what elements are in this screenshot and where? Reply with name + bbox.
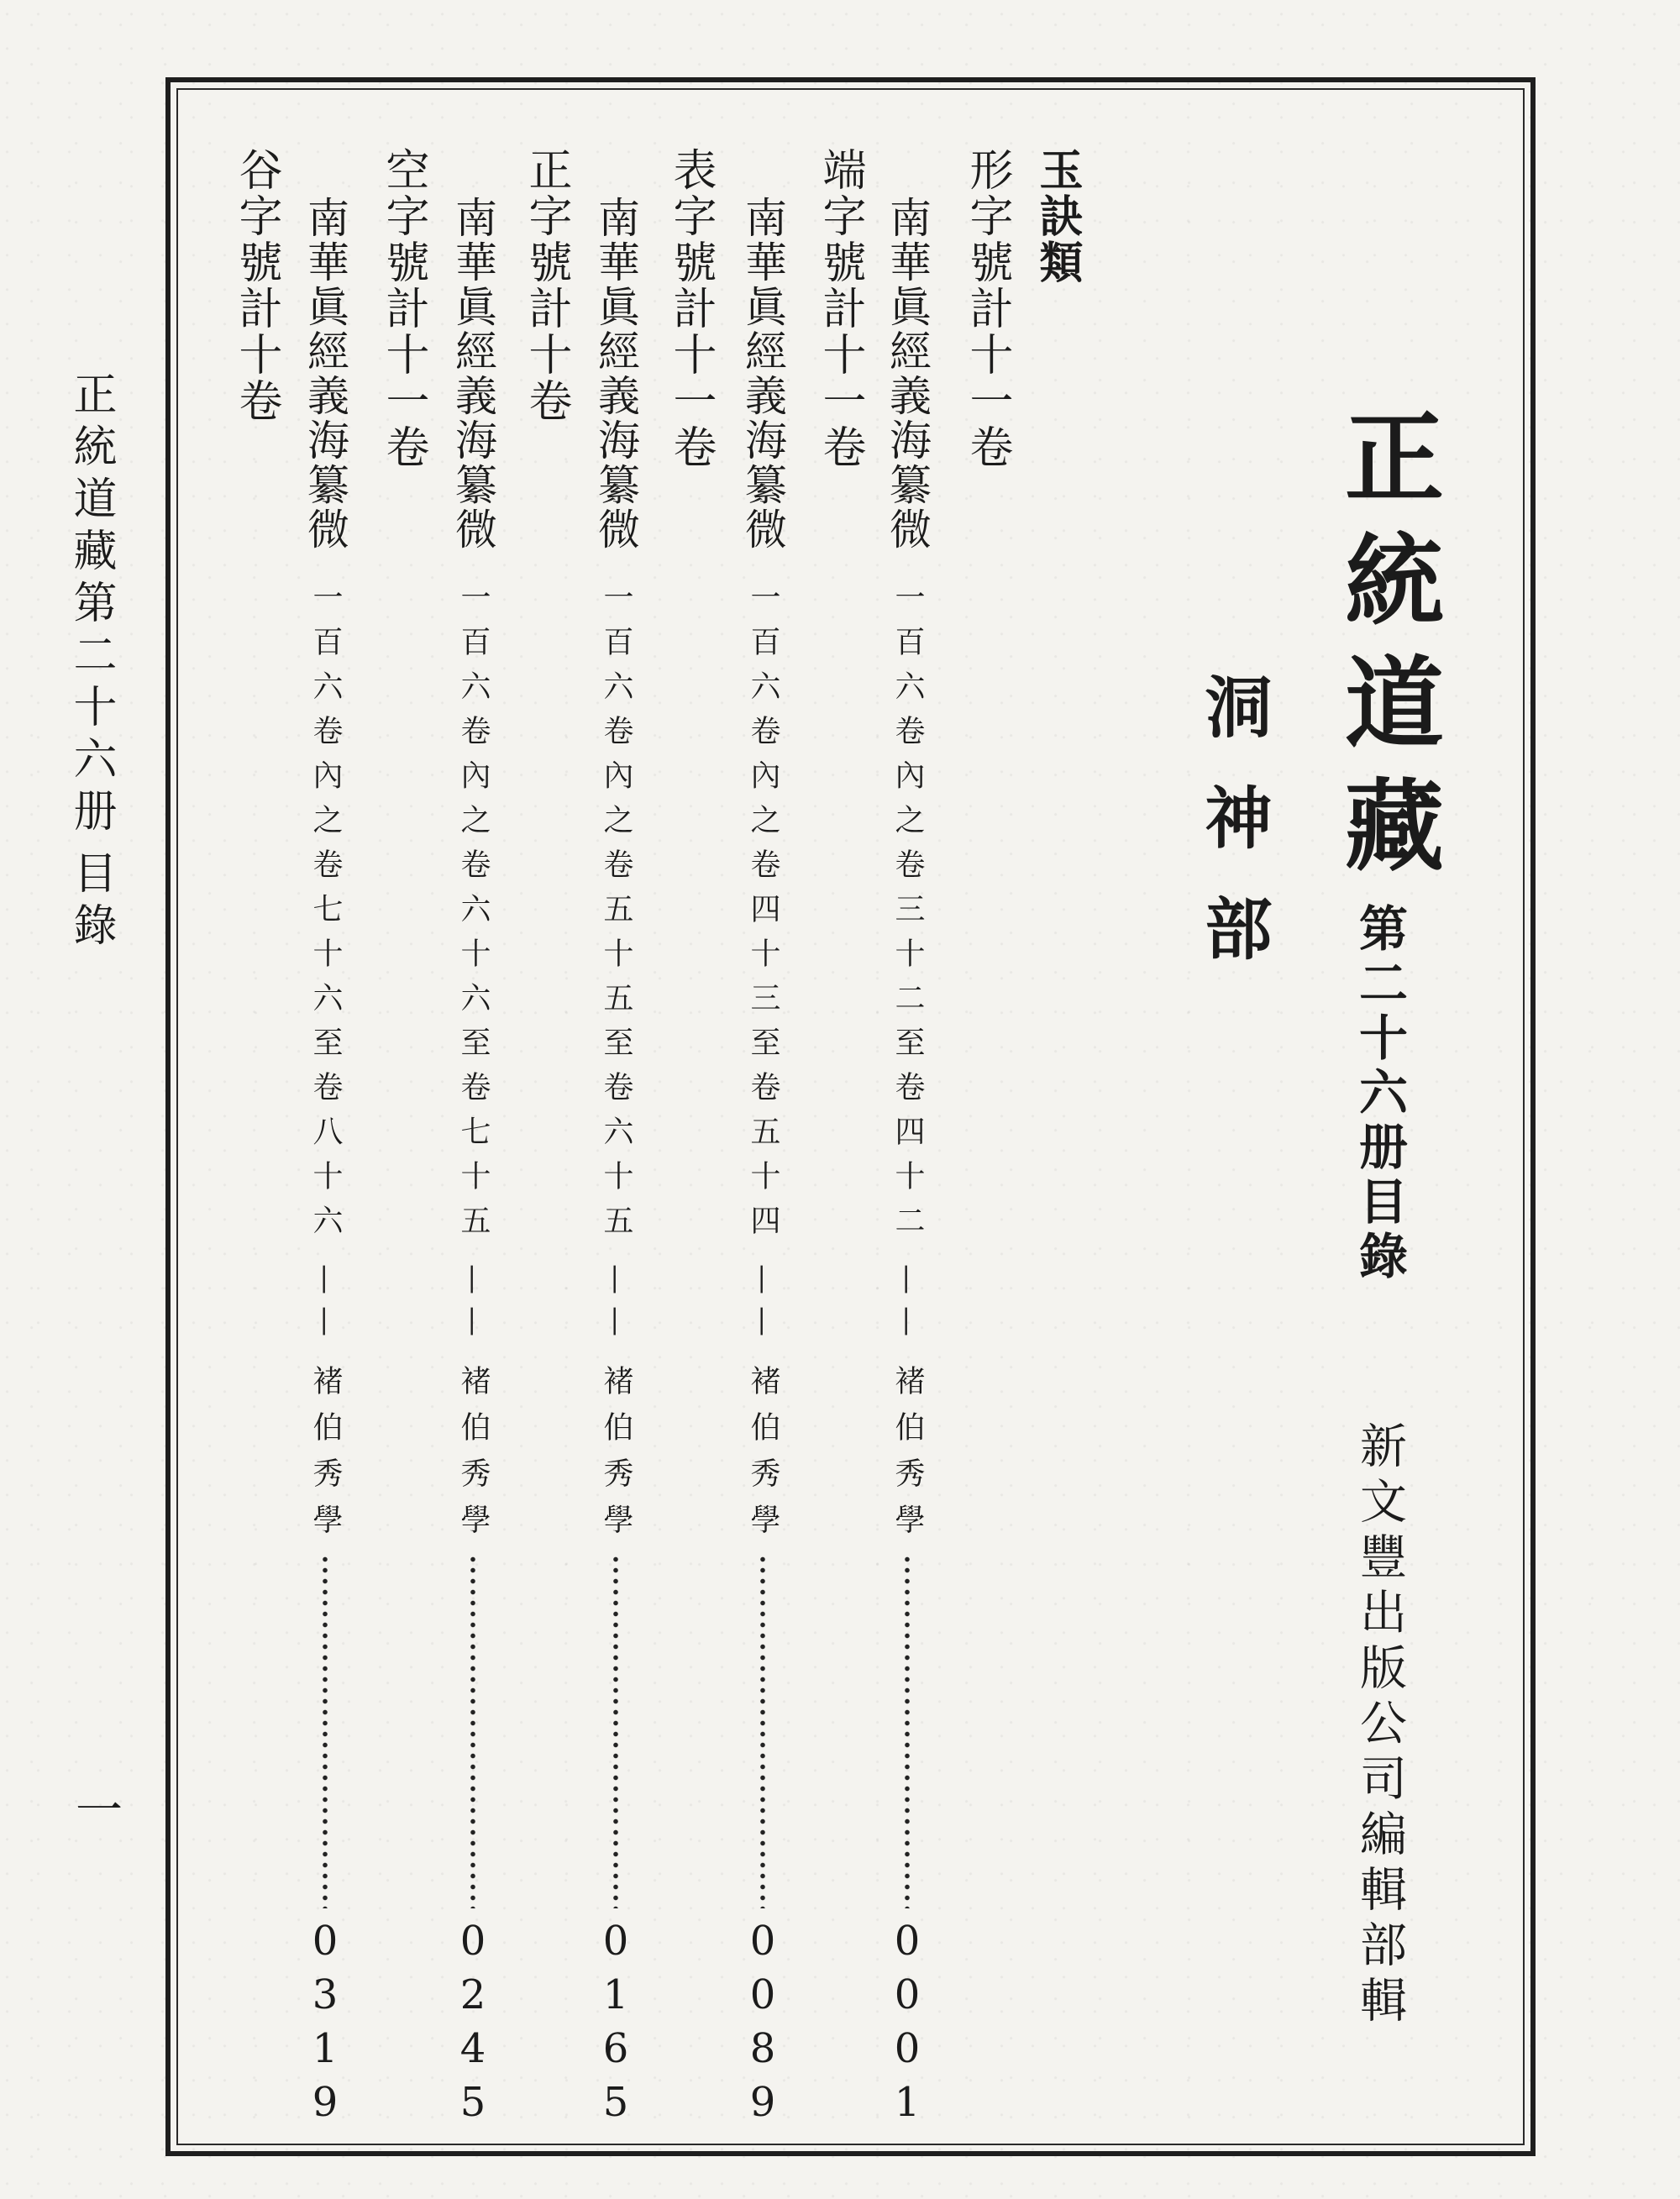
entry-page-number: 0001 xyxy=(884,1918,931,2133)
entry-title: 南華眞經義海纂微 xyxy=(738,196,787,552)
entry-page-number: 0165 xyxy=(592,1918,639,2133)
entry-scope: 一百六卷內之卷四十三至卷五十四 xyxy=(746,581,780,1249)
entry-author: 褚伯秀學 xyxy=(890,1365,925,1550)
entry-author: 褚伯秀學 xyxy=(308,1365,343,1550)
entry-scope: 一百六卷內之卷五十五至卷六十五 xyxy=(599,581,633,1249)
editor-credit: 新文豐出版公司編輯部輯 xyxy=(1352,1421,1407,2031)
leader-dots xyxy=(759,1554,766,1908)
collection-title: 正統道藏 xyxy=(1328,406,1444,896)
entry-scope: 一百六卷內之卷三十二至卷四十二 xyxy=(890,581,925,1249)
entry-author: 褚伯秀學 xyxy=(456,1365,491,1550)
entry-page-number: 0089 xyxy=(739,1918,786,2133)
running-head-title: 正統道藏第二十六册 xyxy=(66,371,116,840)
group-label: 端字號計十一卷 xyxy=(815,147,865,470)
entry-title: 南華眞經義海纂微 xyxy=(591,196,640,552)
entry-dash: —— xyxy=(599,1264,633,1348)
volume-title: 第二十六册目錄 xyxy=(1351,903,1408,1285)
leader-dots xyxy=(612,1554,619,1908)
entry-scope: 一百六卷內之卷七十六至卷八十六 xyxy=(308,581,343,1249)
entry-page-number: 0245 xyxy=(449,1918,496,2133)
entry-dash: —— xyxy=(456,1264,491,1348)
group-label: 谷字號計十卷 xyxy=(231,147,281,424)
leader-dots xyxy=(322,1554,328,1908)
entry-dash: —— xyxy=(890,1264,925,1348)
running-head-section: 目錄 xyxy=(66,850,116,954)
entry-page-number: 0319 xyxy=(302,1918,349,2133)
entry-dash: —— xyxy=(308,1264,343,1348)
entry-dash: —— xyxy=(746,1264,780,1348)
division-title: 洞神部 xyxy=(1194,672,1272,1005)
category-heading: 玉訣類 xyxy=(1032,147,1083,286)
entry-title: 南華眞經義海纂微 xyxy=(449,196,497,552)
leader-dots xyxy=(470,1554,476,1908)
entry-author: 褚伯秀學 xyxy=(599,1365,633,1550)
entry-author: 褚伯秀學 xyxy=(746,1365,780,1550)
entry-scope: 一百六卷內之卷六十六至卷七十五 xyxy=(456,581,491,1249)
group-label: 空字號計十一卷 xyxy=(378,147,428,470)
entry-title: 南華眞經義海纂微 xyxy=(883,196,932,552)
folio-number: 一 xyxy=(68,1785,123,1832)
entry-title: 南華眞經義海纂微 xyxy=(301,196,349,552)
group-label: 正字號計十卷 xyxy=(521,147,571,424)
leader-dots xyxy=(904,1554,911,1908)
group-label: 表字號計十一卷 xyxy=(665,147,716,470)
group-label: 形字號計十一卷 xyxy=(962,147,1012,470)
